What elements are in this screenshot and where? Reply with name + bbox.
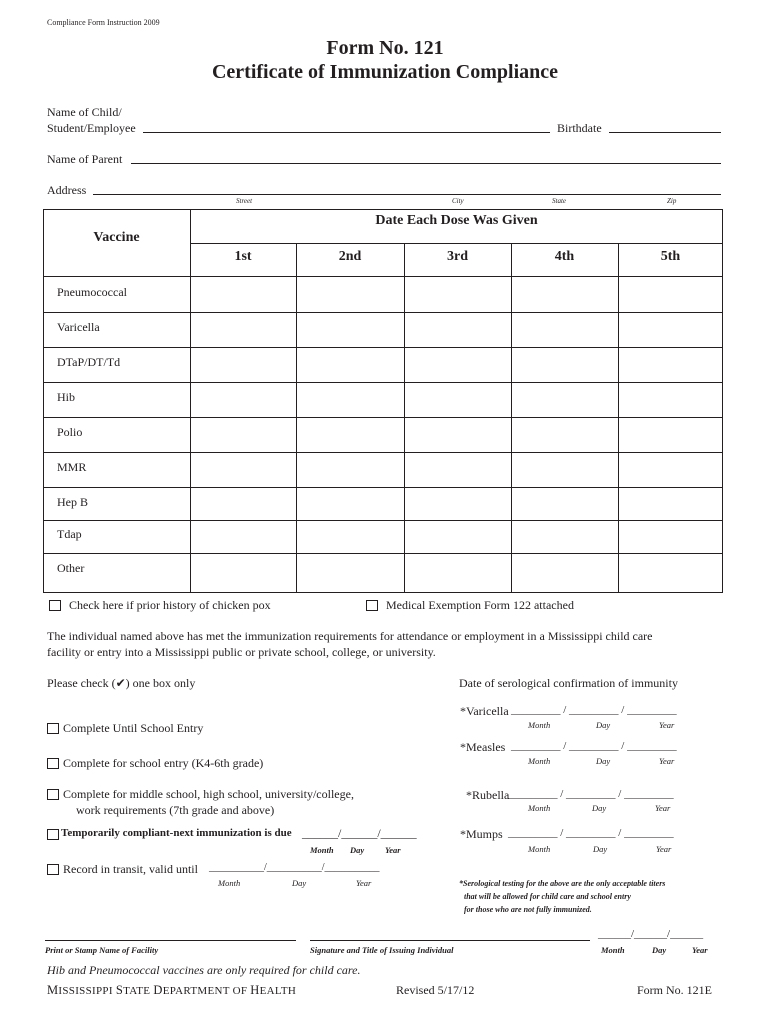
serology-heading: Date of serological confirmation of immunity (459, 676, 678, 690)
option-transit-checkbox[interactable] (47, 864, 59, 875)
vaccine-header: Vaccine (93, 230, 140, 245)
form-instruction-label: Compliance Form Instruction 2009 (47, 18, 160, 27)
option-middle-school-checkbox[interactable] (47, 789, 59, 800)
agency-letter: H (250, 983, 260, 997)
serology-measles-field[interactable]: _________ / _________ / _________ (511, 740, 677, 752)
temporary-month-caption: Month (310, 845, 334, 855)
varicella-month-caption: Month (528, 720, 551, 730)
rubella-year-caption: Year (655, 803, 671, 813)
zip-caption: Zip (667, 197, 677, 205)
option-temporary-checkbox[interactable] (47, 829, 59, 840)
name-child-field[interactable] (143, 132, 550, 133)
state-caption: State (552, 197, 566, 205)
name-child-label-line2: Student/Employee (47, 121, 136, 135)
agency-letter: M (47, 983, 59, 997)
table-divider (43, 312, 723, 313)
option-middle-school-label-line1: Complete for middle school, high school, university/college, (63, 787, 354, 801)
medical-exemption-label: Medical Exemption Form 122 attached (386, 598, 574, 612)
city-caption: City (452, 197, 464, 205)
dose-1st-header: 1st (234, 249, 252, 264)
immunization-table (43, 209, 723, 593)
measles-day-caption: Day (596, 756, 611, 766)
table-divider (43, 520, 723, 521)
vaccine-tdap: Tdap (57, 527, 82, 541)
dose-4th-header: 4th (554, 249, 575, 264)
option-until-school-checkbox[interactable] (47, 723, 59, 734)
rubella-month-caption: Month (528, 803, 551, 813)
agency-name (47, 983, 296, 998)
mumps-day-caption: Day (593, 844, 608, 854)
table-divider (296, 243, 297, 593)
signature-year-caption: Year (692, 945, 708, 955)
name-parent-field[interactable] (131, 163, 721, 164)
vaccine-mmr: MMR (57, 460, 87, 474)
serology-mumps-label: *Mumps (460, 827, 503, 841)
temporary-day-caption: Day (350, 845, 365, 855)
dose-3rd-header: 3rd (447, 249, 468, 264)
revised-date: Revised 5/17/12 (396, 983, 475, 997)
transit-day-caption: Day (292, 878, 307, 888)
option-transit-date-field[interactable]: ___________/___________/___________ (209, 862, 380, 873)
table-divider (43, 347, 723, 348)
agency-part: EPARTMENT OF (162, 985, 251, 997)
agency-part: EALTH (259, 985, 297, 997)
form-code: Form No. 121E (637, 983, 712, 997)
facility-name-field[interactable] (45, 940, 296, 941)
table-divider (190, 209, 191, 593)
address-field[interactable] (93, 194, 721, 195)
footer-note: Hib and Pneumococcal vaccines are only required for child care. (47, 963, 361, 977)
signature-month-caption: Month (601, 945, 625, 955)
please-check-label: Please check (✔) one box only (47, 676, 196, 690)
dose-5th-header: 5th (660, 249, 681, 264)
vaccine-polio: Polio (57, 425, 83, 439)
option-temporary-date-field[interactable]: ______/______/______ (302, 826, 417, 840)
serology-varicella-field[interactable]: _________ / _________ / _________ (511, 704, 677, 716)
table-divider (43, 553, 723, 554)
vaccine-other: Other (57, 561, 85, 575)
date-dose-header: Date Each Dose Was Given (375, 213, 538, 228)
table-divider (43, 417, 723, 418)
chicken-pox-checkbox[interactable] (49, 600, 61, 611)
serology-rubella-field[interactable]: _________ / _________ / _________ (508, 788, 674, 800)
vaccine-hepb: Hep B (57, 495, 88, 509)
name-parent-label: Name of Parent (47, 152, 123, 166)
table-divider (43, 452, 723, 453)
mumps-year-caption: Year (656, 844, 672, 854)
vaccine-dtap: DTaP/DT/Td (57, 355, 121, 369)
statement-line2: facility or entry into a Mississippi public or private school, college, or university. (47, 645, 436, 659)
rubella-day-caption: Day (592, 803, 607, 813)
form-number: Form No. 121 (326, 37, 444, 59)
mumps-month-caption: Month (528, 844, 551, 854)
option-temporary-label: Temporarily compliant-next immunization is due (61, 827, 292, 839)
signature-day-caption: Day (652, 945, 667, 955)
option-middle-school-label-line2: work requirements (7th grade and above) (76, 803, 275, 817)
birthdate-label: Birthdate (557, 121, 602, 135)
temporary-year-caption: Year (385, 845, 401, 855)
table-divider (404, 243, 405, 593)
street-caption: Street (236, 197, 253, 205)
table-divider (43, 276, 723, 277)
form-title: Certificate of Immunization Compliance (211, 61, 559, 83)
agency-letter: D (153, 983, 163, 997)
medical-exemption-checkbox[interactable] (366, 600, 378, 611)
varicella-day-caption: Day (596, 720, 611, 730)
table-divider (190, 243, 723, 244)
birthdate-field[interactable] (609, 132, 721, 133)
signature-date-field[interactable]: ______/______/______ (598, 928, 704, 940)
serology-mumps-field[interactable]: _________ / _________ / _________ (508, 827, 674, 839)
name-child-label-line1: Name of Child/ (47, 105, 122, 119)
chicken-pox-label: Check here if prior history of chicken pox (69, 598, 271, 612)
vaccine-hib: Hib (57, 390, 75, 404)
serology-measles-label: *Measles (460, 740, 506, 754)
measles-month-caption: Month (528, 756, 551, 766)
serology-note-line1: *Serological testing for the above are the only acceptable titers (459, 879, 666, 888)
table-divider (43, 487, 723, 488)
serology-note-line2: that will be allowed for child care and school entry (464, 892, 631, 901)
option-k4-6-checkbox[interactable] (47, 758, 59, 769)
transit-year-caption: Year (356, 878, 372, 888)
table-divider (511, 243, 512, 593)
serology-varicella-label: *Varicella (460, 704, 509, 718)
agency-letter: S (115, 983, 124, 997)
varicella-year-caption: Year (659, 720, 675, 730)
address-label: Address (47, 183, 87, 197)
serology-note-line3: for those who are not fully immunized. (464, 905, 592, 914)
dose-2nd-header: 2nd (338, 249, 362, 264)
serology-rubella-label: *Rubella (466, 788, 510, 802)
signature-field[interactable] (310, 940, 590, 941)
table-divider (618, 243, 619, 593)
statement-line1: The individual named above has met the immunization requirements for attendance or employment in a Mississippi child care (47, 629, 653, 643)
transit-month-caption: Month (218, 878, 241, 888)
vaccine-pneumococcal: Pneumococcal (57, 285, 127, 299)
table-divider (43, 382, 723, 383)
option-k4-6-label: Complete for school entry (K4-6th grade) (63, 756, 264, 770)
facility-name-caption: Print or Stamp Name of Facility (45, 945, 159, 955)
agency-part: ISSISSIPPI (58, 985, 116, 997)
signature-caption: Signature and Title of Issuing Individual (310, 945, 454, 955)
measles-year-caption: Year (659, 756, 675, 766)
option-transit-label: Record in transit, valid until (63, 862, 198, 876)
option-until-school-label: Complete Until School Entry (63, 721, 204, 735)
agency-part: TATE (123, 985, 154, 997)
vaccine-varicella: Varicella (57, 320, 100, 334)
